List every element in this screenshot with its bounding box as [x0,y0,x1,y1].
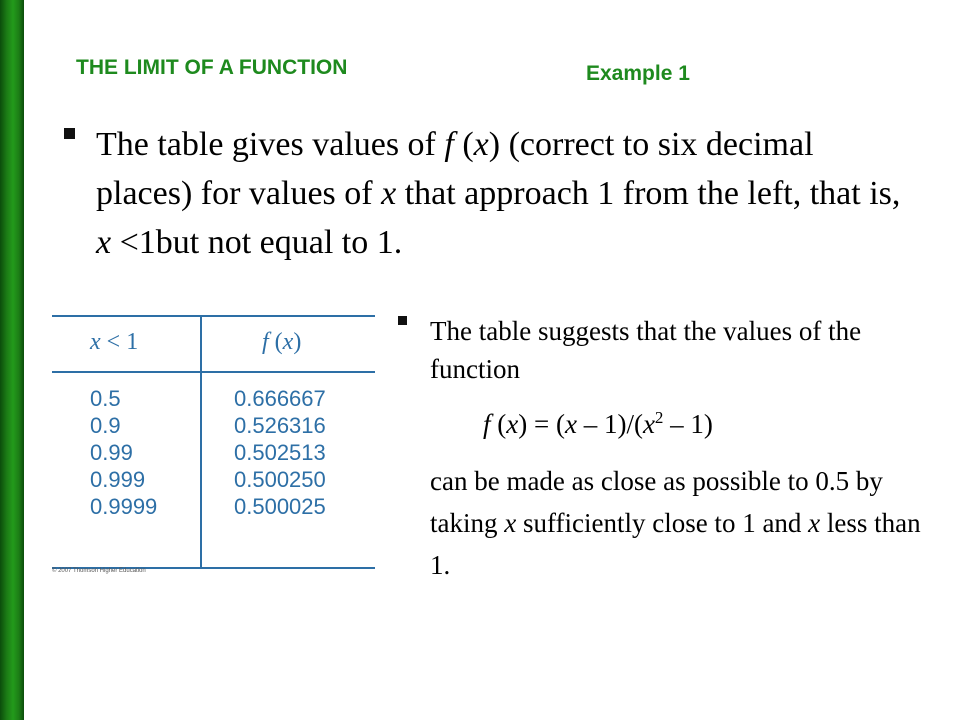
slide-heading: THE LIMIT OF A FUNCTION [76,56,348,79]
table-header-fx: f (x) [262,329,302,355]
table-cell-x: 0.9999 [90,494,158,519]
table-cell-fx: 0.500025 [234,494,326,519]
table-cell-x: 0.99 [90,440,133,465]
slide-sidebar-bar [0,0,24,720]
right-bullet-intro: The table suggests that the values of the function [430,316,862,384]
table-column-divider [200,317,202,567]
function-formula: f $(x) = (x - 1)/(x^2 - 1)$ [483,408,713,439]
table-cell-fx: 0.666667 [234,386,326,411]
right-bullet-conclusion: can be made as close as possible to 0.5 by taking x sufficiently close to 1 and x less than 1. [430,466,921,580]
table-cell-x: 0.999 [90,467,146,492]
table-cell-fx: 0.502513 [234,440,326,465]
table-cell-x: 0.9 [90,413,121,438]
example-label: Example 1 [586,62,690,85]
table-cell-x: 0.5 [90,386,121,411]
table-header-divider [52,371,375,373]
table-cell-fx: 0.500250 [234,467,326,492]
table-header-x: x < 1 [90,329,139,355]
bullet-square-icon [398,316,407,325]
table-copyright: © 2007 Thomson Higher Education [52,568,146,574]
values-table [52,315,375,569]
table-cell-fx: 0.526316 [234,413,326,438]
table-column-fx [234,385,326,520]
table-column-x [90,385,157,520]
main-bullet-text: The table gives values of f (x) (correct to six decimal places) for values of x that approach 1 from the left, that is, x <1but not equal to 1. [96,126,901,261]
bullet-square-icon [64,128,75,139]
